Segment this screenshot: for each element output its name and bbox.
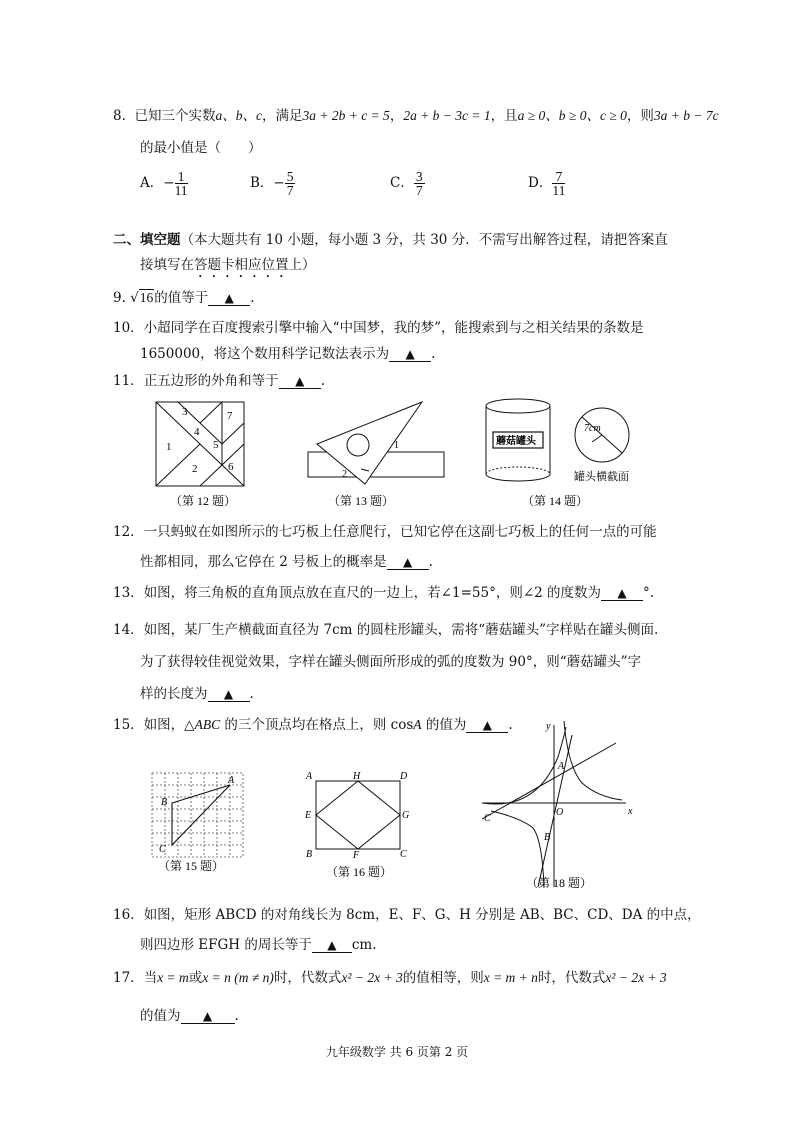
function-graph-figure <box>482 721 626 887</box>
tangram-label: 7 <box>227 410 233 422</box>
point-label: E <box>305 810 312 821</box>
hyperbola-branch-1 <box>564 721 622 800</box>
angle-label: 1 <box>394 440 399 451</box>
answer-blank[interactable]: ▲ <box>208 291 250 306</box>
figure-caption: （第 18 题） <box>526 876 593 890</box>
triangle-ruler-figure <box>308 402 444 484</box>
point-label: A <box>558 761 565 772</box>
point-label: D <box>400 771 408 782</box>
fraction: $\frac{5}{7}$ <box>286 169 294 198</box>
point-label: B <box>544 832 551 843</box>
section-2-header-line2: 接填写在答题卡相应位置上） <box>140 257 316 273</box>
figure-caption: （第 12 题） <box>170 494 237 508</box>
question-8-line1: 8. 已知三个实数a、b、c，满足3a + 2b + c = 5，2a + b − 3c = 1，且a ≥ 0、b ≥ 0、c ≥ 0，则3a + b − 7c <box>113 108 719 124</box>
option-b[interactable]: B．− $\frac{5}{7}$ <box>250 169 294 198</box>
question-10-line1: 10．小超同学在百度搜索引擎中输入“中国梦，我的梦”，能搜索到与之相关结果的条数是 <box>113 320 644 336</box>
figures-row-2 <box>146 717 646 897</box>
angle-label: 2 <box>342 469 347 480</box>
tangram-label: 3 <box>182 406 188 418</box>
question-10-line2: 1650000，将这个数用科学记数法表示为 ▲ . <box>140 346 436 362</box>
question-16-line1: 16．如图，矩形 ABCD 的对角线长为 8cm，E、F、G、H 分别是 AB、BC、CD、DA 的中点， <box>113 907 701 923</box>
answer-blank[interactable]: ▲ <box>466 718 508 733</box>
answer-blank[interactable]: ▲ <box>601 586 643 601</box>
tangram-label: 2 <box>192 463 198 475</box>
triangle-abc <box>172 785 230 845</box>
point-label: B <box>306 849 313 860</box>
tangram-label: 4 <box>194 426 200 438</box>
question-9: 9. √16的值等于 ▲ . <box>113 290 255 306</box>
line-1 <box>482 727 566 804</box>
point-label: A <box>306 771 313 782</box>
question-12-line1: 12．一只蚂蚁在如图所示的七巧板上任意爬行，已知它停在这副七巧板上的任何一点的可能 <box>113 524 657 540</box>
line-ca <box>482 743 616 819</box>
answer-blank[interactable]: ▲ <box>389 347 431 362</box>
figure-caption: （第 15 题） <box>158 859 225 873</box>
point-label: G <box>402 810 410 821</box>
question-16-line2: 则四边形 EFGH 的周长等于 ▲ cm. <box>140 937 377 953</box>
point-label: A <box>228 775 235 786</box>
point-label: C <box>484 813 491 824</box>
point-label: H <box>353 771 361 782</box>
answer-blank[interactable]: ▲ <box>312 938 352 953</box>
fraction: $\frac{7}{11}$ <box>552 169 566 198</box>
line-ab <box>538 735 572 887</box>
tangram-label: 5 <box>213 439 219 451</box>
answer-blank[interactable]: ▲ <box>181 1009 235 1024</box>
figure-caption: （第 14 题） <box>522 494 589 508</box>
section-2-header: 二、填空题（本大题共有 10 小题，每小题 3 分，共 30 分．不需写出解答过程，请把答案直 <box>113 232 668 248</box>
answer-blank[interactable]: ▲ <box>208 687 250 702</box>
page-footer: 九年级数学 共 6 页第 2 页 <box>325 1045 469 1059</box>
question-15: 15．如图，△ABC 的三个顶点均在格点上，则 cosA 的值为 ▲ . <box>113 717 513 733</box>
figure-caption: （第 16 题） <box>326 865 393 879</box>
point-label: F <box>353 850 360 861</box>
question-14-line2: 为了获得较佳视觉效果，字样在罐头侧面所形成的弧的度数为 90°，则“蘑菇罐头”字 <box>140 654 642 670</box>
section-label: 罐头横截面 <box>574 471 629 483</box>
point-label: B <box>161 797 168 808</box>
option-d[interactable]: D． $\frac{7}{11}$ <box>528 169 566 198</box>
axis-label: y <box>546 721 551 732</box>
question-11: 11．正五边形的外角和等于 ▲ . <box>113 373 325 389</box>
tangram-label: 1 <box>166 441 172 453</box>
diameter-label: 7cm <box>584 423 601 434</box>
origin-label: O <box>556 807 564 818</box>
question-13: 13．如图，将三角板的直角顶点放在直尺的一边上，若∠1=55°，则∠2 的度数为 ▲ °. <box>113 585 655 601</box>
question-17-line1: 17．当x = m或x = n (m ≠ n)时，代数式x² − 2x + 3的值相等，则x = m + n时，代数式x² − 2x + 3 <box>113 970 667 986</box>
rectangle-figure <box>316 781 400 849</box>
can-label: 蘑菇罐头 <box>496 436 536 447</box>
option-a[interactable]: A．− $\frac{1}{11}$ <box>140 169 188 198</box>
section-title: 二、填空题 <box>113 232 181 248</box>
question-14-line1: 14．如图，某厂生产横截面直径为 7cm 的圆柱形罐头，需将“蘑菇罐头”字样贴在罐头侧面. <box>113 622 659 638</box>
figures-row-1 <box>150 398 650 516</box>
answer-blank[interactable]: ▲ <box>387 555 429 570</box>
tangram-label: 6 <box>228 461 234 473</box>
point-label: C <box>159 844 166 855</box>
option-c[interactable]: C． $\frac{3}{7}$ <box>390 169 423 198</box>
question-12-line2: 性都相同，那么它停在 2 号板上的概率是 ▲ . <box>140 554 433 570</box>
answer-blank[interactable]: ▲ <box>279 374 321 389</box>
question-8-line2: 的最小值是（ ） <box>140 140 262 156</box>
question-17-line2: 的值为 ▲ . <box>140 1008 239 1024</box>
figure-caption: （第 13 题） <box>328 494 395 508</box>
point-label: C <box>400 849 407 860</box>
question-14-line3: 样的长度为 ▲ . <box>140 686 254 702</box>
fraction: $\frac{1}{11}$ <box>174 169 188 198</box>
fraction: $\frac{3}{7}$ <box>415 169 423 198</box>
axis-label: x <box>628 806 633 817</box>
